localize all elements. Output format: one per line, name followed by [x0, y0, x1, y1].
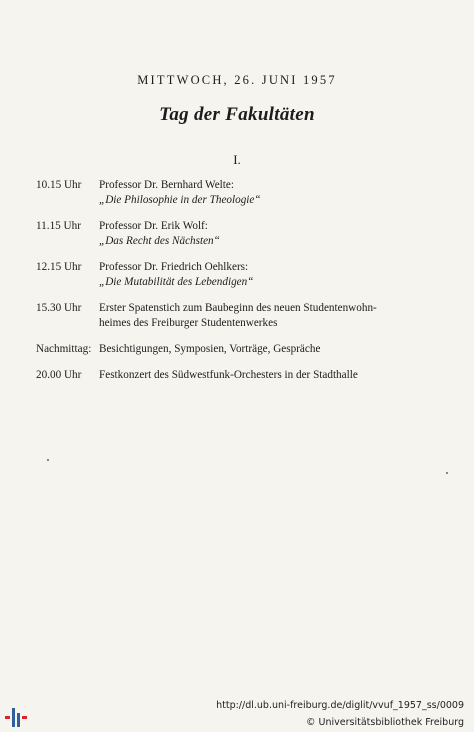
program-description	[99, 368, 446, 383]
program-text-line: heimes des Freiburger Studentenwerkes	[99, 317, 278, 329]
program-item	[36, 260, 446, 290]
program-time: 11.15 Uhr	[36, 220, 81, 232]
speaker-name: Professor Dr. Erik Wolf:	[99, 220, 208, 232]
program-text-line: Erster Spatenstich zum Baubeginn des neuen Studentenwohn-	[99, 302, 377, 314]
program-item	[36, 368, 446, 383]
speaker-name: Professor Dr. Bernhard Welte:	[99, 179, 234, 191]
footer-copyright: © Universitätsbibliothek Freiburg	[306, 717, 464, 728]
ub-freiburg-logo-icon	[5, 704, 31, 728]
section-number: I.	[233, 152, 241, 167]
program-item	[36, 178, 446, 208]
paper-speck	[446, 472, 448, 474]
program-item	[36, 301, 446, 331]
date-heading: MITTWOCH, 26. JUNI 1957	[137, 73, 337, 87]
program-time: Nachmittag:	[36, 343, 92, 355]
program-description	[99, 342, 446, 357]
talk-title: „Das Recht des Nächsten“	[99, 235, 220, 247]
page-title: Tag der Fakultäten	[159, 104, 315, 125]
program-description	[99, 219, 446, 249]
talk-title: „Die Philosophie in der Theologie“	[99, 194, 261, 206]
footer-url[interactable]: http://dl.ub.uni-freiburg.de/diglit/vvuf_1957_ss/0009	[216, 700, 464, 711]
program-description	[99, 301, 446, 331]
program-description	[99, 178, 446, 208]
program-time: 12.15 Uhr	[36, 261, 82, 273]
program-description	[99, 260, 446, 290]
program-list	[36, 178, 446, 394]
program-time: 15.30 Uhr	[36, 302, 82, 314]
program-text-line: Festkonzert des Südwestfunk-Orchesters in der Stadthalle	[99, 369, 358, 381]
program-text-line: Besichtigungen, Symposien, Vorträge, Gespräche	[99, 343, 321, 355]
program-time: 20.00 Uhr	[36, 369, 82, 381]
speaker-name: Professor Dr. Friedrich Oehlkers:	[99, 261, 249, 273]
talk-title: „Die Mutabilität des Lebendigen“	[99, 276, 254, 288]
paper-speck	[47, 459, 49, 461]
program-item	[36, 219, 446, 249]
program-item	[36, 342, 446, 357]
program-time: 10.15 Uhr	[36, 179, 82, 191]
